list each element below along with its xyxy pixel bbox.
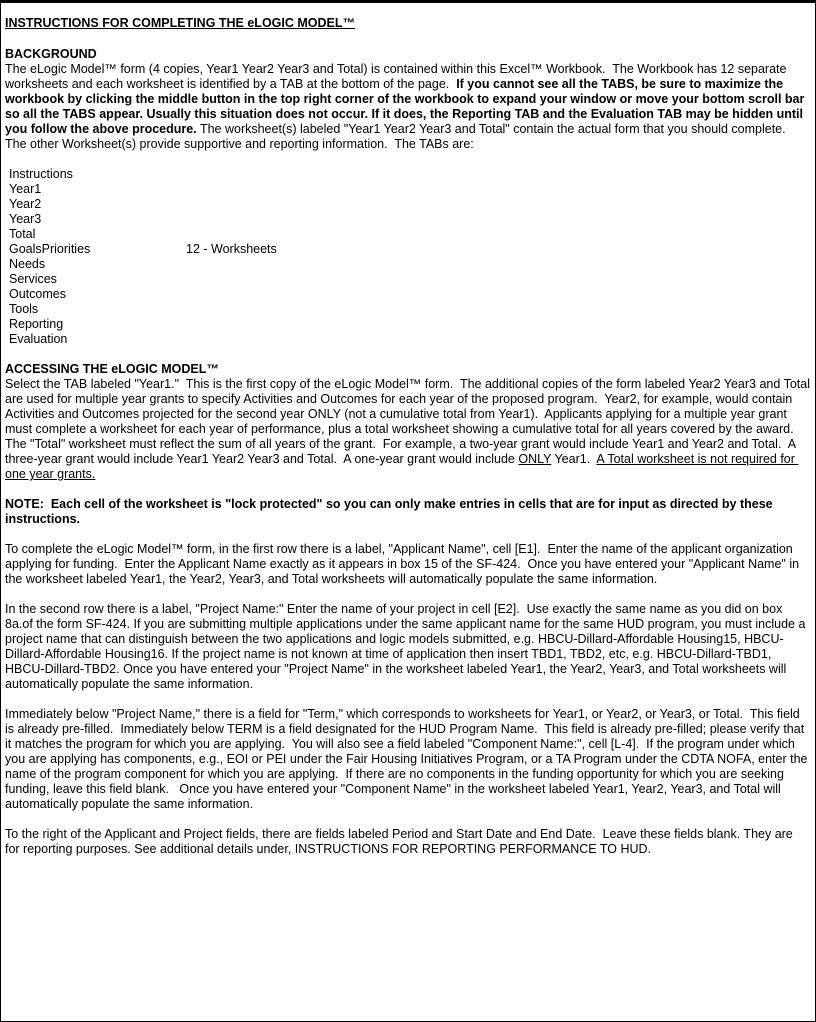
tab-name: GoalsPriorities <box>9 242 91 256</box>
background-intro-paragraph <box>5 62 810 152</box>
tab-name: Reporting <box>9 317 64 331</box>
tab-name: Outcomes <box>9 287 66 301</box>
tab-name: Tools <box>9 302 39 316</box>
tab-list <box>5 167 810 347</box>
tab-name: Year2 <box>9 197 42 211</box>
tab-list-item <box>9 227 810 242</box>
accessing-paragraph <box>5 377 814 482</box>
tab-list-item <box>9 302 810 317</box>
background-heading: BACKGROUND <box>5 47 97 61</box>
tab-list-item <box>9 167 810 182</box>
tab-list-item <box>9 212 810 227</box>
text-segment: Select the TAB labeled "Year1." This is the first copy of the eLogic Model™ form. The additional copies of the form labeled Year2 Year3 and Total are used for multiple year grants to specify Activities and Outcomes for each year of the proposed program. Year2, for example, would contain Activities and Outcomes projected for the second year ONLY (not a cumulative total from Year1). Applicants applying for a multiple year grant must complete a worksheet for each year of performance, plus a total worksheet showing a cumulative total for all years covered by the award. The "Total" worksheet must reflect the sum of all years of the grant. For example, a two-year grant would include Year1 and Year2 and Total. A three-year grant would include Year1 Year2 Year3 and Total. A one-year grant would include <box>5 377 814 466</box>
text-segment: A Total worksheet is not required for one year grants. <box>5 452 799 481</box>
accessing-heading: ACCESSING THE eLOGIC MODEL™ <box>5 362 219 376</box>
tab-list-item <box>9 182 810 197</box>
worksheet-count-note: 12 - Worksheets <box>186 242 277 256</box>
tab-name: Services <box>9 272 57 286</box>
component-name-paragraph: Immediately below "Project Name," there is a field for "Term," which corresponds to worksheets for Year1, or Year2, or Year3, or Total. This field is already pre-filled. Immediately below TERM is a field designated for the HUD Program Name. This field is already pre-filled; please verify that it matches the program for which you are applying. You will also see a field labeled "Component Name:", cell [L-4]. If the program under which you are applying has components, e.g., EOI or PEI under the Fair Housing Initiatives Program, or a TA Program under the CDTA NOFA, enter the name of the program component for which you are applying. If there are no components in the funding opportunity for which you are seeking funding, leave this field blank. Once you have entered your "Component Name" in the worksheet labeled Year1, Year2, Year3, and Total will automatically populate the same information. <box>5 707 811 811</box>
tab-name: Year3 <box>9 212 42 226</box>
tab-list-item <box>9 332 810 347</box>
tab-name: Evaluation <box>9 332 68 346</box>
tab-name: Instructions <box>9 167 73 181</box>
tab-name: Needs <box>9 257 46 271</box>
text-segment: The eLogic Model™ form (4 copies, Year1 Year2 Year3 and Total) is contained within this Excel™ Workbook. The Workbook has 12 separate worksheets and each worksheet is identified by a TAB at the bottom of the page. <box>5 62 790 91</box>
tab-list-item <box>9 242 810 257</box>
text-segment: If you cannot see all the TABS, be sure to maximize the workbook by clicking the middle button in the top right corner of the workbook to expand your window or move your bottom scroll bar so all the TABS appear. Usually this situation does not occur. If it does, the Reporting TAB and the Evaluation TAB may be hidden until you follow the above procedure. <box>5 77 808 136</box>
text-segment: Year1. <box>551 452 597 466</box>
tab-list-item <box>9 287 810 302</box>
tab-list-item <box>9 317 810 332</box>
text-segment: The worksheet(s) labeled "Year1 Year2 Year3 and Total" contain the actual form that you should complete. The other Worksheet(s) provide supportive and reporting information. The TABs are: <box>5 122 793 151</box>
tab-name: Year1 <box>9 182 42 196</box>
document-title: INSTRUCTIONS FOR COMPLETING THE eLOGIC MODEL™ <box>5 16 355 30</box>
project-name-paragraph: In the second row there is a label, "Project Name:" Enter the name of your project in cell [E2]. Use exactly the same name as you did on box 8a.of the form SF-424. If you are submitting multiple applications under the same applicant name for the same HUD program, you must include a project name that can distinguish between the two applications and logic models submitted, e.g. HBCU-Dillard-Affordable Housing15, HBCU-Dillard-Affordable Housing16. If the project name is not known at time of application then insert TBD1, TBD2, etc, e.g. HBCU-Dillard-TBD1, HBCU-Dillard-TBD2. Once you have entered your "Project Name" in the worksheet labeled Year1, the Year2, Year3, and Total worksheets will automatically populate the same information. <box>5 602 809 691</box>
applicant-name-paragraph: To complete the eLogic Model™ form, in the first row there is a label, "Applicant Name", cell [E1]. Enter the name of the applicant organization applying for funding. Enter the Applicant Name exactly as it appears in box 15 of the SF-424. Once you have entered your "Applicant Name" in the worksheet labeled Year1, the Year2, Year3, and Total worksheets will automatically populate the same information. <box>5 542 803 586</box>
tab-list-item <box>9 272 810 287</box>
text-segment: ONLY <box>518 452 552 466</box>
tab-name: Total <box>9 227 36 241</box>
reporting-fields-paragraph: To the right of the Applicant and Project fields, there are fields labeled Period and Start Date and End Date. Leave these fields blank. They are for reporting purposes. See additional details under, INSTRUCTIONS FOR REPORTING PERFORMANCE TO HUD. <box>5 827 797 856</box>
tab-list-item <box>9 197 810 212</box>
tab-list-item <box>9 257 810 272</box>
lock-protected-note: NOTE: Each cell of the worksheet is "lock protected" so you can only make entries in cells that are for input as directed by these instructions. <box>5 497 777 526</box>
